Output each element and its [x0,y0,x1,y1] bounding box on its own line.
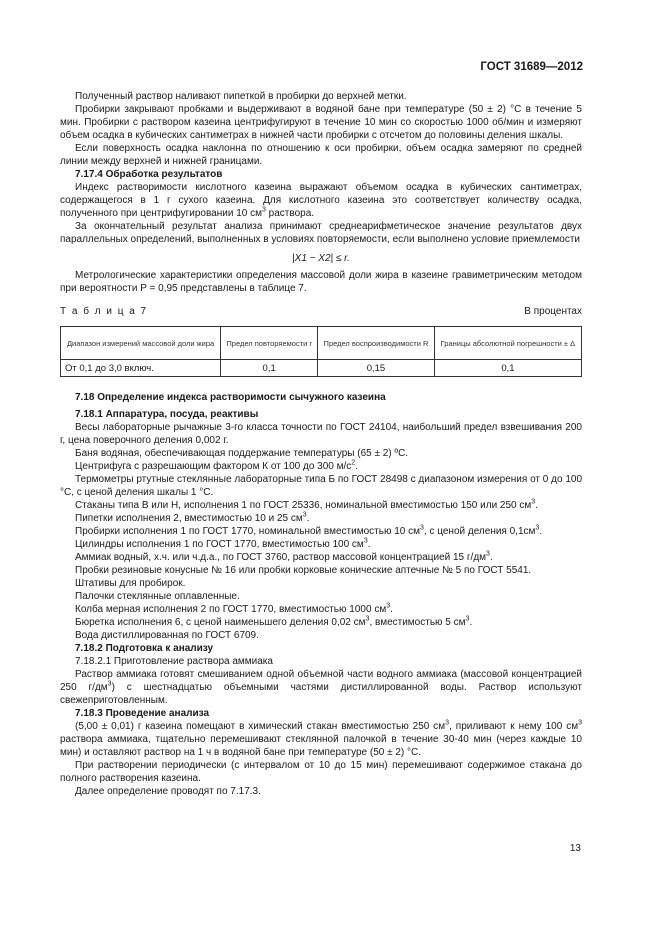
table-cell: От 0,1 до 3,0 включ. [61,360,221,377]
document-body [60,90,582,798]
paragraph: Далее определение проводят по 7.17.3. [75,786,261,797]
paragraph: Если поверхность осадка наклонна по отношению к оси пробирки, объем осадка замеряют по средней линии между верхней и нижней границами. [60,143,582,167]
subsection-heading: 7.18.1 Аппаратура, посуда, реактивы [75,409,259,420]
table-7 [60,326,582,377]
paragraph: За окончательный результат анализа принимают среднеарифметическое значение результатов двух параллельных определений, выполненных в условиях повторяемости, если выполнено условие приемлемости [60,221,582,245]
formula: |X1 − X2| ≤ r. [292,253,350,264]
table-header: Предел повторяемости r [221,327,318,360]
paragraph: Термометры ртутные стеклянные лабораторные типа Б по ГОСТ 28498 с диапазоном измерения от 0 до 100 °С, с ценой деления шкалы 1 °С. [60,474,582,498]
table-cell: 0,1 [434,360,581,377]
paragraph: Цилиндры исполнения 1 по ГОСТ 1770, вместимостью 100 $см^3$. [75,537,371,550]
paragraph: Пробирки исполнения 1 по ГОСТ 1770, номинальной вместимостью 10 $см^3$, с ценой деления $0,1см^3$. [75,524,543,537]
table-header: Предел воспроизводимости R [318,327,435,360]
table-header: Границы абсолютной погрешности ± Δ [434,327,581,360]
paragraph: Пробирки закрывают пробками и выдерживают в водяной бане при температуре (50 ± 2) °С в течение 5 мин. Пробирки с раствором казеина центрифугируют в течение 10 мин со скоростью 1000 об/мин и измеряют объем осадка в кубических сантиметрах в нижней части пробирки с отсчетом до половины деления шкалы. [60,104,582,141]
paragraph: Баня водяная, обеспечивающая поддержание температуры (65 ± 2) ºС. [75,448,409,459]
paragraph: Индекс растворимости кислотного казеина выражают объемом осадка в кубических сантиметрах, содержащегося в 1 г сухого казеина. Для кислотного казеина это соответствует количеству осадка, полученного при центрифугировании 10 $см^3$ раствора. [60,182,582,219]
paragraph: При растворении периодически (с интервалом от 10 до 15 мин) перемешивают содержимое стакана до полного растворения казеина. [60,760,582,784]
paragraph: Колба мерная исполнения 2 по ГОСТ 1770, вместимостью 1000 $см^3$. [75,602,393,615]
subsection-heading: 7.17.4 Обработка результатов [75,169,223,180]
paragraph: Стаканы типа В или Н, исполнения 1 по ГОСТ 25336, номинальной вместимостью 150 или 250 $см^3$. [75,498,538,511]
subsection-heading: 7.18.2 Подготовка к анализу [75,643,214,654]
table-row [61,360,582,377]
paragraph: (5,00 ± 0,01) г казеина помещают в химический стакан вместимостью 250 $см^3$, приливают к нему 100 $см^3$ раствора аммиака, тщательно перемешивают стеклянной палочкой в течение 30-40 мин (через каждые 10 мин) и оставляют раствор на 1 ч в водяной бане при температуре (50 ± 2) °С. [60,719,582,758]
table-cell: 0,1 [221,360,318,377]
paragraph: Весы лабораторные рычажные 3-го класса точности по ГОСТ 24104, наибольший предел взвешивания 200 г, цена поверочного деления 0,002 г. [60,422,582,446]
standard-number: ГОСТ 31689—2012 [480,61,583,73]
paragraph: 7.18.2.1 Приготовление раствора аммиака [75,656,273,667]
paragraph: Центрифуга с разрешающим фактором К от 100 до 300 $м/с^2$. [75,459,358,472]
table-cell: 0,15 [318,360,435,377]
table-unit: В процентах [524,306,582,317]
paragraph: Пробки резиновые конусные № 16 или пробки корковые конические аптечные № 5 по ГОСТ 5541. [75,565,532,576]
paragraph: Штативы для пробирок. [75,578,186,589]
table-caption-row [60,305,582,318]
subsection-heading: 7.18.3 Проведение анализа [75,708,210,719]
page-number: 13 [569,843,581,854]
paragraph: Пипетки исполнения 2, вместимостью 10 и 25 $см^3$. [75,511,310,524]
paragraph: Вода дистиллированная по ГОСТ 6709. [75,630,259,641]
paragraph: Палочки стеклянные оплавленные. [75,591,240,602]
paragraph: Аммиак водный, х.ч. или ч.д.а., по ГОСТ 3760, раствор массовой концентрацией 15 $г/дм^3$. [75,550,493,563]
paragraph: Раствор аммиака готовят смешиванием одной объемной части водного аммиака (массовой концентрацией 250 $г/дм^3$) с шестнадцатью объемными частями дистиллированной воды. Раствор используют свежеприготовленным. [60,669,582,706]
paragraph: Бюретка исполнения 6, с ценой наименьшего деления 0,02 $см^3$, вместимостью 5 $см^3$. [75,615,473,628]
paragraph: Метрологические характеристики определения массовой доли жира в казеине гравиметрическим методом при вероятности P = 0,95 представлены в таблице 7. [60,270,582,294]
table-caption: Т а б л и ц а 7 [60,306,148,317]
section-heading: 7.18 Определение индекса растворимости сычужного казеина [75,392,386,403]
paragraph: Полученный раствор наливают пипеткой в пробирки до верхней метки. [75,91,407,102]
table-header: Диапазон измерений массовой доли жира [61,327,221,360]
